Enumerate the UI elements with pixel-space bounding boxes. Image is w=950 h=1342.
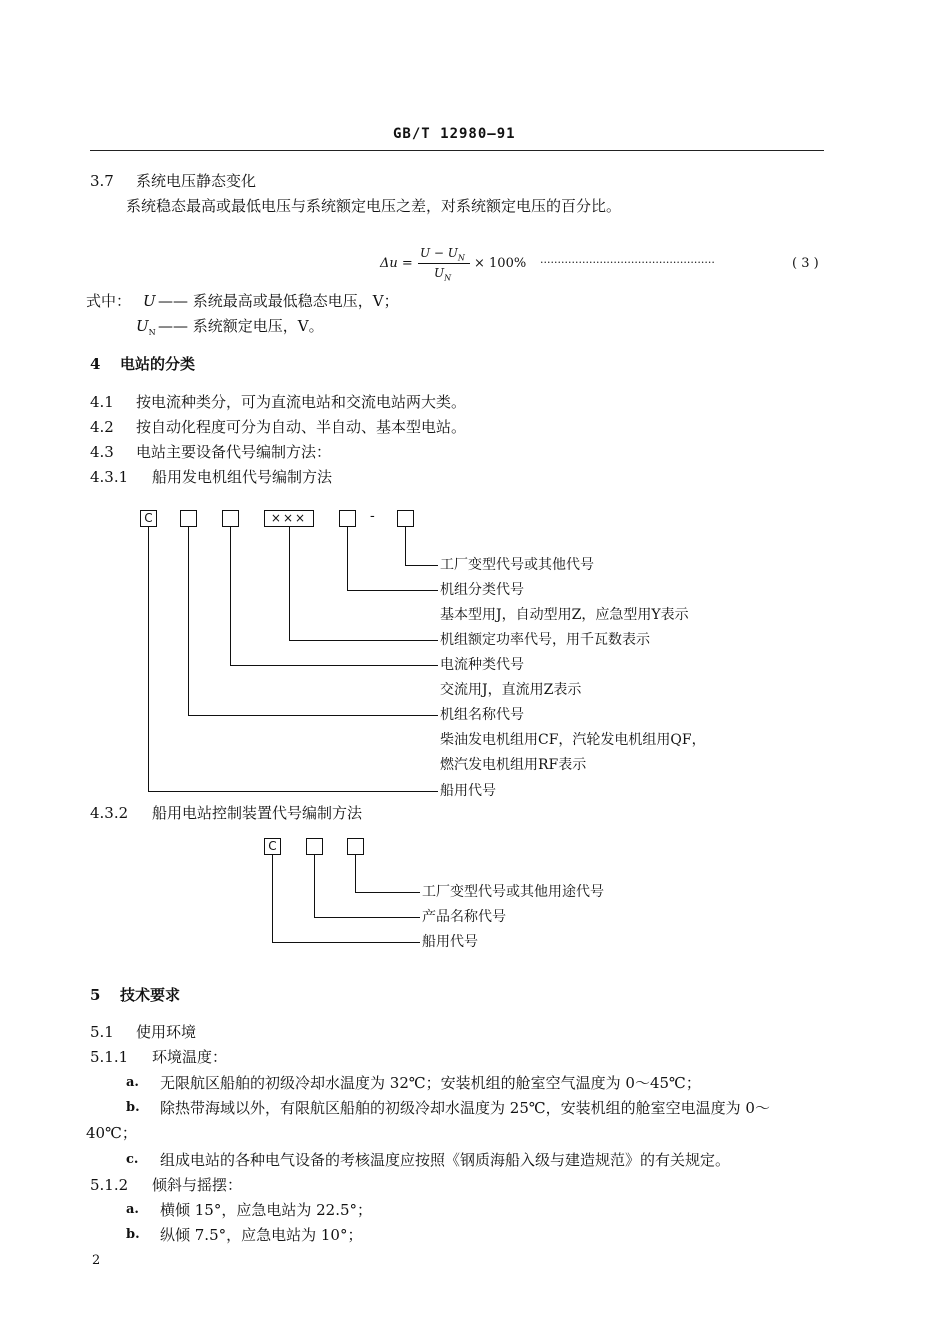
section-4-3-2-number: 4.3.2 bbox=[90, 804, 129, 822]
fraction-bar bbox=[418, 263, 470, 264]
connector-line bbox=[314, 855, 315, 917]
connector-line bbox=[314, 917, 420, 918]
section-5-1-number: 5.1 bbox=[90, 1023, 114, 1041]
temp-item-b: 除热带海域以外，有限航区船舶的初级冷却水温度为 25℃，安装机组的舱室空电温度为 0～ bbox=[160, 1099, 770, 1117]
section-4-3-1-number: 4.3.1 bbox=[90, 468, 129, 486]
section-4-title: 电站的分类 bbox=[120, 355, 196, 373]
label-unit-class-desc: 基本型用J，自动型用Z，应急型用Y表示 bbox=[440, 607, 689, 623]
code-box-product-name bbox=[306, 838, 323, 855]
connector-line bbox=[272, 855, 273, 942]
label-power-code: 机组额定功率代号，用千瓦数表示 bbox=[440, 632, 650, 648]
connector-line bbox=[272, 942, 420, 943]
connector-line bbox=[148, 527, 149, 791]
symbol-u: U bbox=[143, 292, 156, 310]
connector-line bbox=[355, 892, 420, 893]
code-box-power: ××× bbox=[264, 510, 314, 527]
tilt-item-a: 横倾 15°，应急电站为 22.5°； bbox=[160, 1201, 373, 1219]
section-5-1-text: 使用环境 bbox=[136, 1023, 197, 1041]
section-3-7-description: 系统稳态最高或最低电压与系统额定电压之差，对系统额定电压的百分比。 bbox=[126, 197, 622, 215]
section-4-3-number: 4.3 bbox=[90, 443, 114, 461]
symbol-un-description: —— 系统额定电压，V。 bbox=[158, 317, 324, 335]
header-rule bbox=[90, 150, 824, 151]
label-factory-variant-code: 工厂变型代号或其他用途代号 bbox=[422, 884, 604, 900]
document-header: GB/T 12980—91 bbox=[393, 126, 516, 142]
section-3-7-number: 3.7 bbox=[90, 172, 114, 190]
code-box-factory-variant bbox=[347, 838, 364, 855]
section-5-title: 技术要求 bbox=[120, 986, 181, 1004]
code-box-factory-variant bbox=[397, 510, 414, 527]
label-marine-code: 船用代号 bbox=[422, 934, 478, 950]
code-box-c: C bbox=[140, 510, 157, 527]
list-marker: a. bbox=[126, 1202, 139, 1217]
connector-line bbox=[405, 565, 438, 566]
section-3-7-title: 系统电压静态变化 bbox=[136, 172, 257, 190]
connector-line bbox=[230, 527, 231, 665]
connector-line bbox=[230, 665, 438, 666]
label-unit-class-code: 机组分类代号 bbox=[440, 582, 524, 598]
formula-leader-dots: ·················································· bbox=[540, 256, 715, 269]
connector-line bbox=[347, 527, 348, 590]
formula-lhs: Δu = bbox=[380, 256, 413, 271]
connector-line bbox=[148, 791, 438, 792]
connector-line bbox=[347, 590, 438, 591]
list-marker: b. bbox=[126, 1227, 140, 1242]
code-box-unit-name bbox=[180, 510, 197, 527]
code-box-unit-class bbox=[339, 510, 356, 527]
section-5-1-2-text: 倾斜与摇摆： bbox=[152, 1176, 243, 1194]
label-current-type-desc: 交流用J，直流用Z表示 bbox=[440, 682, 582, 698]
symbol-un: $U_N$ bbox=[136, 317, 156, 337]
label-unit-name-code: 机组名称代号 bbox=[440, 707, 524, 723]
connector-line bbox=[289, 640, 438, 641]
section-5-1-2-number: 5.1.2 bbox=[90, 1176, 129, 1194]
tilt-item-b: 纵倾 7.5°，应急电站为 10°； bbox=[160, 1226, 363, 1244]
section-4-3-2-text: 船用电站控制装置代号编制方法 bbox=[152, 804, 363, 822]
page-number: 2 bbox=[92, 1253, 101, 1268]
label-product-name-code: 产品名称代号 bbox=[422, 909, 506, 925]
temp-item-a: 无限航区船舶的初级冷却水温度为 32℃；安装机组的舱室空气温度为 0～45℃； bbox=[160, 1074, 701, 1092]
connector-line bbox=[289, 527, 290, 640]
section-4-1-number: 4.1 bbox=[90, 393, 114, 411]
section-4-number: 4 bbox=[90, 355, 101, 373]
where-label: 式中： bbox=[86, 292, 132, 310]
formula-numerator: $U - U_N$ bbox=[420, 246, 465, 263]
label-unit-name-desc-2: 燃汽发电机组用RF表示 bbox=[440, 757, 587, 773]
code-dash: - bbox=[370, 508, 375, 524]
connector-line bbox=[355, 855, 356, 892]
section-4-3-text: 电站主要设备代号编制方法： bbox=[136, 443, 332, 461]
list-marker: c. bbox=[126, 1152, 139, 1167]
section-5-1-1-number: 5.1.1 bbox=[90, 1048, 129, 1066]
label-marine-code: 船用代号 bbox=[440, 783, 496, 799]
section-4-1-text: 按电流种类分，可为直流电站和交流电站两大类。 bbox=[136, 393, 467, 411]
label-unit-name-desc-1: 柴油发电机组用CF，汽轮发电机组用QF， bbox=[440, 732, 706, 748]
label-factory-variant-code: 工厂变型代号或其他代号 bbox=[440, 557, 594, 573]
formula-denominator: $U_N$ bbox=[434, 266, 452, 283]
temp-item-b-continuation: 40℃； bbox=[86, 1124, 137, 1142]
section-5-1-1-text: 环境温度： bbox=[152, 1048, 228, 1066]
section-4-2-text: 按自动化程度可分为自动、半自动、基本型电站。 bbox=[136, 418, 467, 436]
formula-equation-number: ( 3 ) bbox=[792, 256, 819, 271]
section-5-number: 5 bbox=[90, 986, 101, 1004]
connector-line bbox=[188, 715, 438, 716]
list-marker: a. bbox=[126, 1075, 139, 1090]
temp-item-c: 组成电站的各种电气设备的考核温度应按照《钢质海船入级与建造规范》的有关规定。 bbox=[160, 1151, 731, 1169]
list-marker: b. bbox=[126, 1100, 140, 1115]
section-4-2-number: 4.2 bbox=[90, 418, 114, 436]
code-box-c: C bbox=[264, 838, 281, 855]
connector-line bbox=[405, 527, 406, 565]
label-current-type-code: 电流种类代号 bbox=[440, 657, 524, 673]
connector-line bbox=[188, 527, 189, 715]
formula-times: × 100% bbox=[474, 256, 527, 271]
symbol-u-description: —— 系统最高或最低稳态电压，V； bbox=[158, 292, 399, 310]
code-box-current-type bbox=[222, 510, 239, 527]
section-4-3-1-text: 船用发电机组代号编制方法 bbox=[152, 468, 333, 486]
